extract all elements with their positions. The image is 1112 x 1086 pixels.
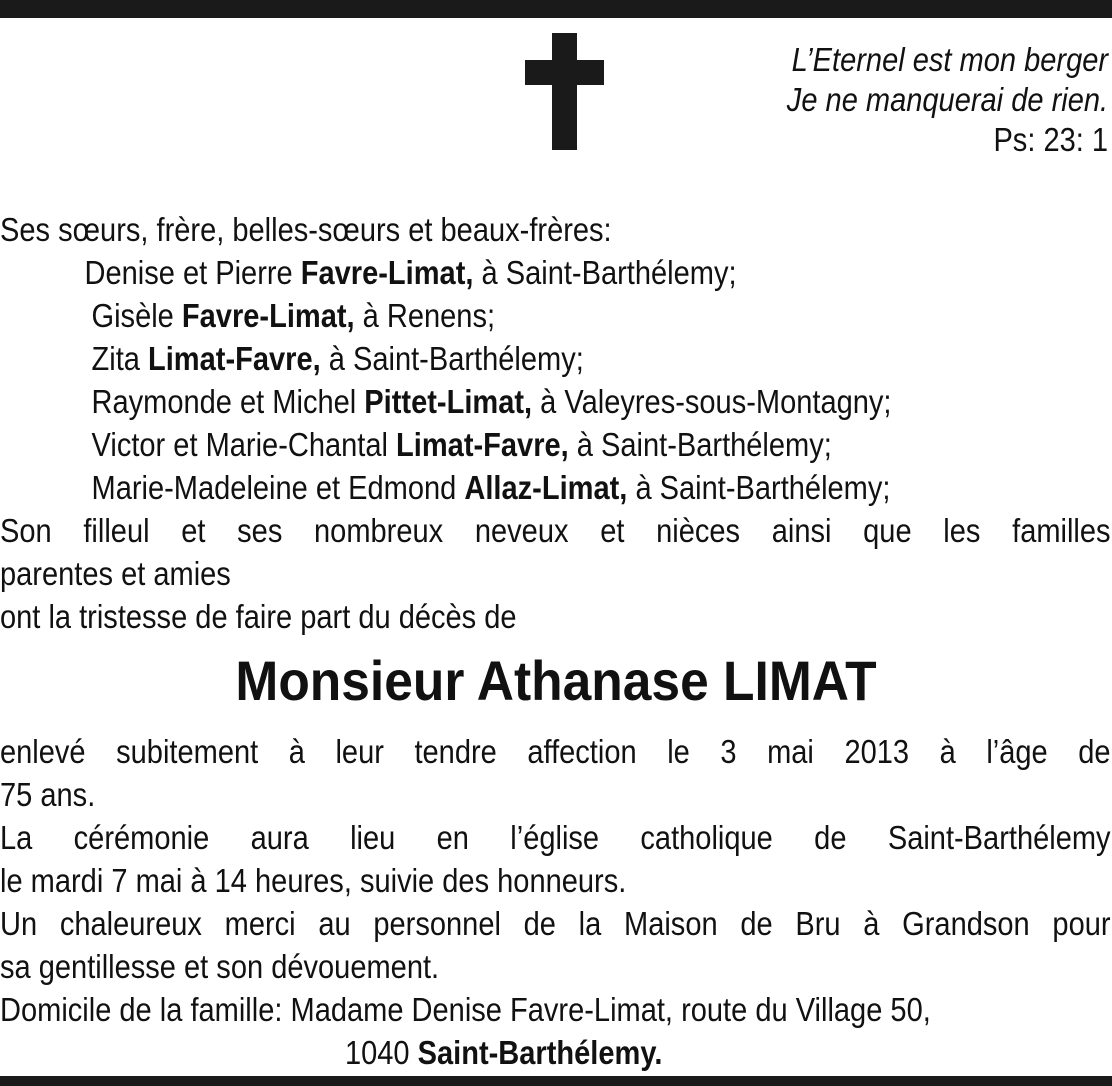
- cross-icon: [525, 33, 604, 150]
- family-member: Victor et Marie-Chantal Limat-Favre, à Saint-Barthélemy;: [91, 426, 832, 463]
- family-member: Denise et Pierre Favre-Limat, à Saint-Barthélemy;: [84, 254, 737, 291]
- family-member: Marie-Madeleine et Edmond Allaz-Limat, à Saint-Barthélemy;: [91, 469, 891, 506]
- thanks-line-2: sa gentillesse et son dévouement.: [0, 948, 440, 985]
- postcode: 1040: [344, 1034, 418, 1071]
- verse-line-1: L’Eternel est mon berger: [791, 41, 1108, 78]
- deceased-name: Monsieur Athanase LIMAT: [235, 649, 877, 712]
- death-line-1: enlevé subitement à leur tendre affection le 3 mai 2013 à l’âge de: [0, 733, 1111, 770]
- family-member: Gisèle Favre-Limat, à Renens;: [91, 297, 496, 334]
- details-section: [0, 730, 1111, 1074]
- town: Saint-Barthélemy.: [417, 1034, 663, 1071]
- verse-reference: Ps: 23: 1: [993, 121, 1108, 158]
- ceremony-line-1: La cérémonie aura lieu en l’église catholique de Saint-Barthélemy: [0, 819, 1111, 856]
- address-line-1: Domicile de la famille: Madame Denise Favre-Limat, route du Village 50,: [0, 991, 931, 1028]
- bible-verse: [787, 40, 1108, 160]
- ceremony-line-2: le mardi 7 mai à 14 heures, suivie des honneurs.: [0, 862, 627, 899]
- family-intro: Ses sœurs, frère, belles-sœurs et beaux-frères:: [0, 211, 612, 248]
- others-line-1: Son filleul et ses nombreux neveux et nièces ainsi que les familles: [0, 512, 1111, 549]
- family-member: Zita Limat-Favre, à Saint-Barthélemy;: [91, 340, 584, 377]
- thanks-line-1: Un chaleureux merci au personnel de la Maison de Bru à Grandson pour: [0, 905, 1111, 942]
- address-line-2: [0, 1031, 1111, 1074]
- top-rule: [0, 0, 1112, 18]
- family-member: Raymonde et Michel Pittet-Limat, à Valeyres-sous-Montagny;: [91, 383, 892, 420]
- family-section: [0, 208, 1111, 638]
- verse-line-2: Je ne manquerai de rien.: [786, 81, 1108, 118]
- death-line-2: 75 ans.: [0, 776, 96, 813]
- announcement: ont la tristesse de faire part du décès de: [0, 598, 517, 635]
- bottom-rule: [0, 1076, 1112, 1086]
- others-line-2: parentes et amies: [0, 555, 231, 592]
